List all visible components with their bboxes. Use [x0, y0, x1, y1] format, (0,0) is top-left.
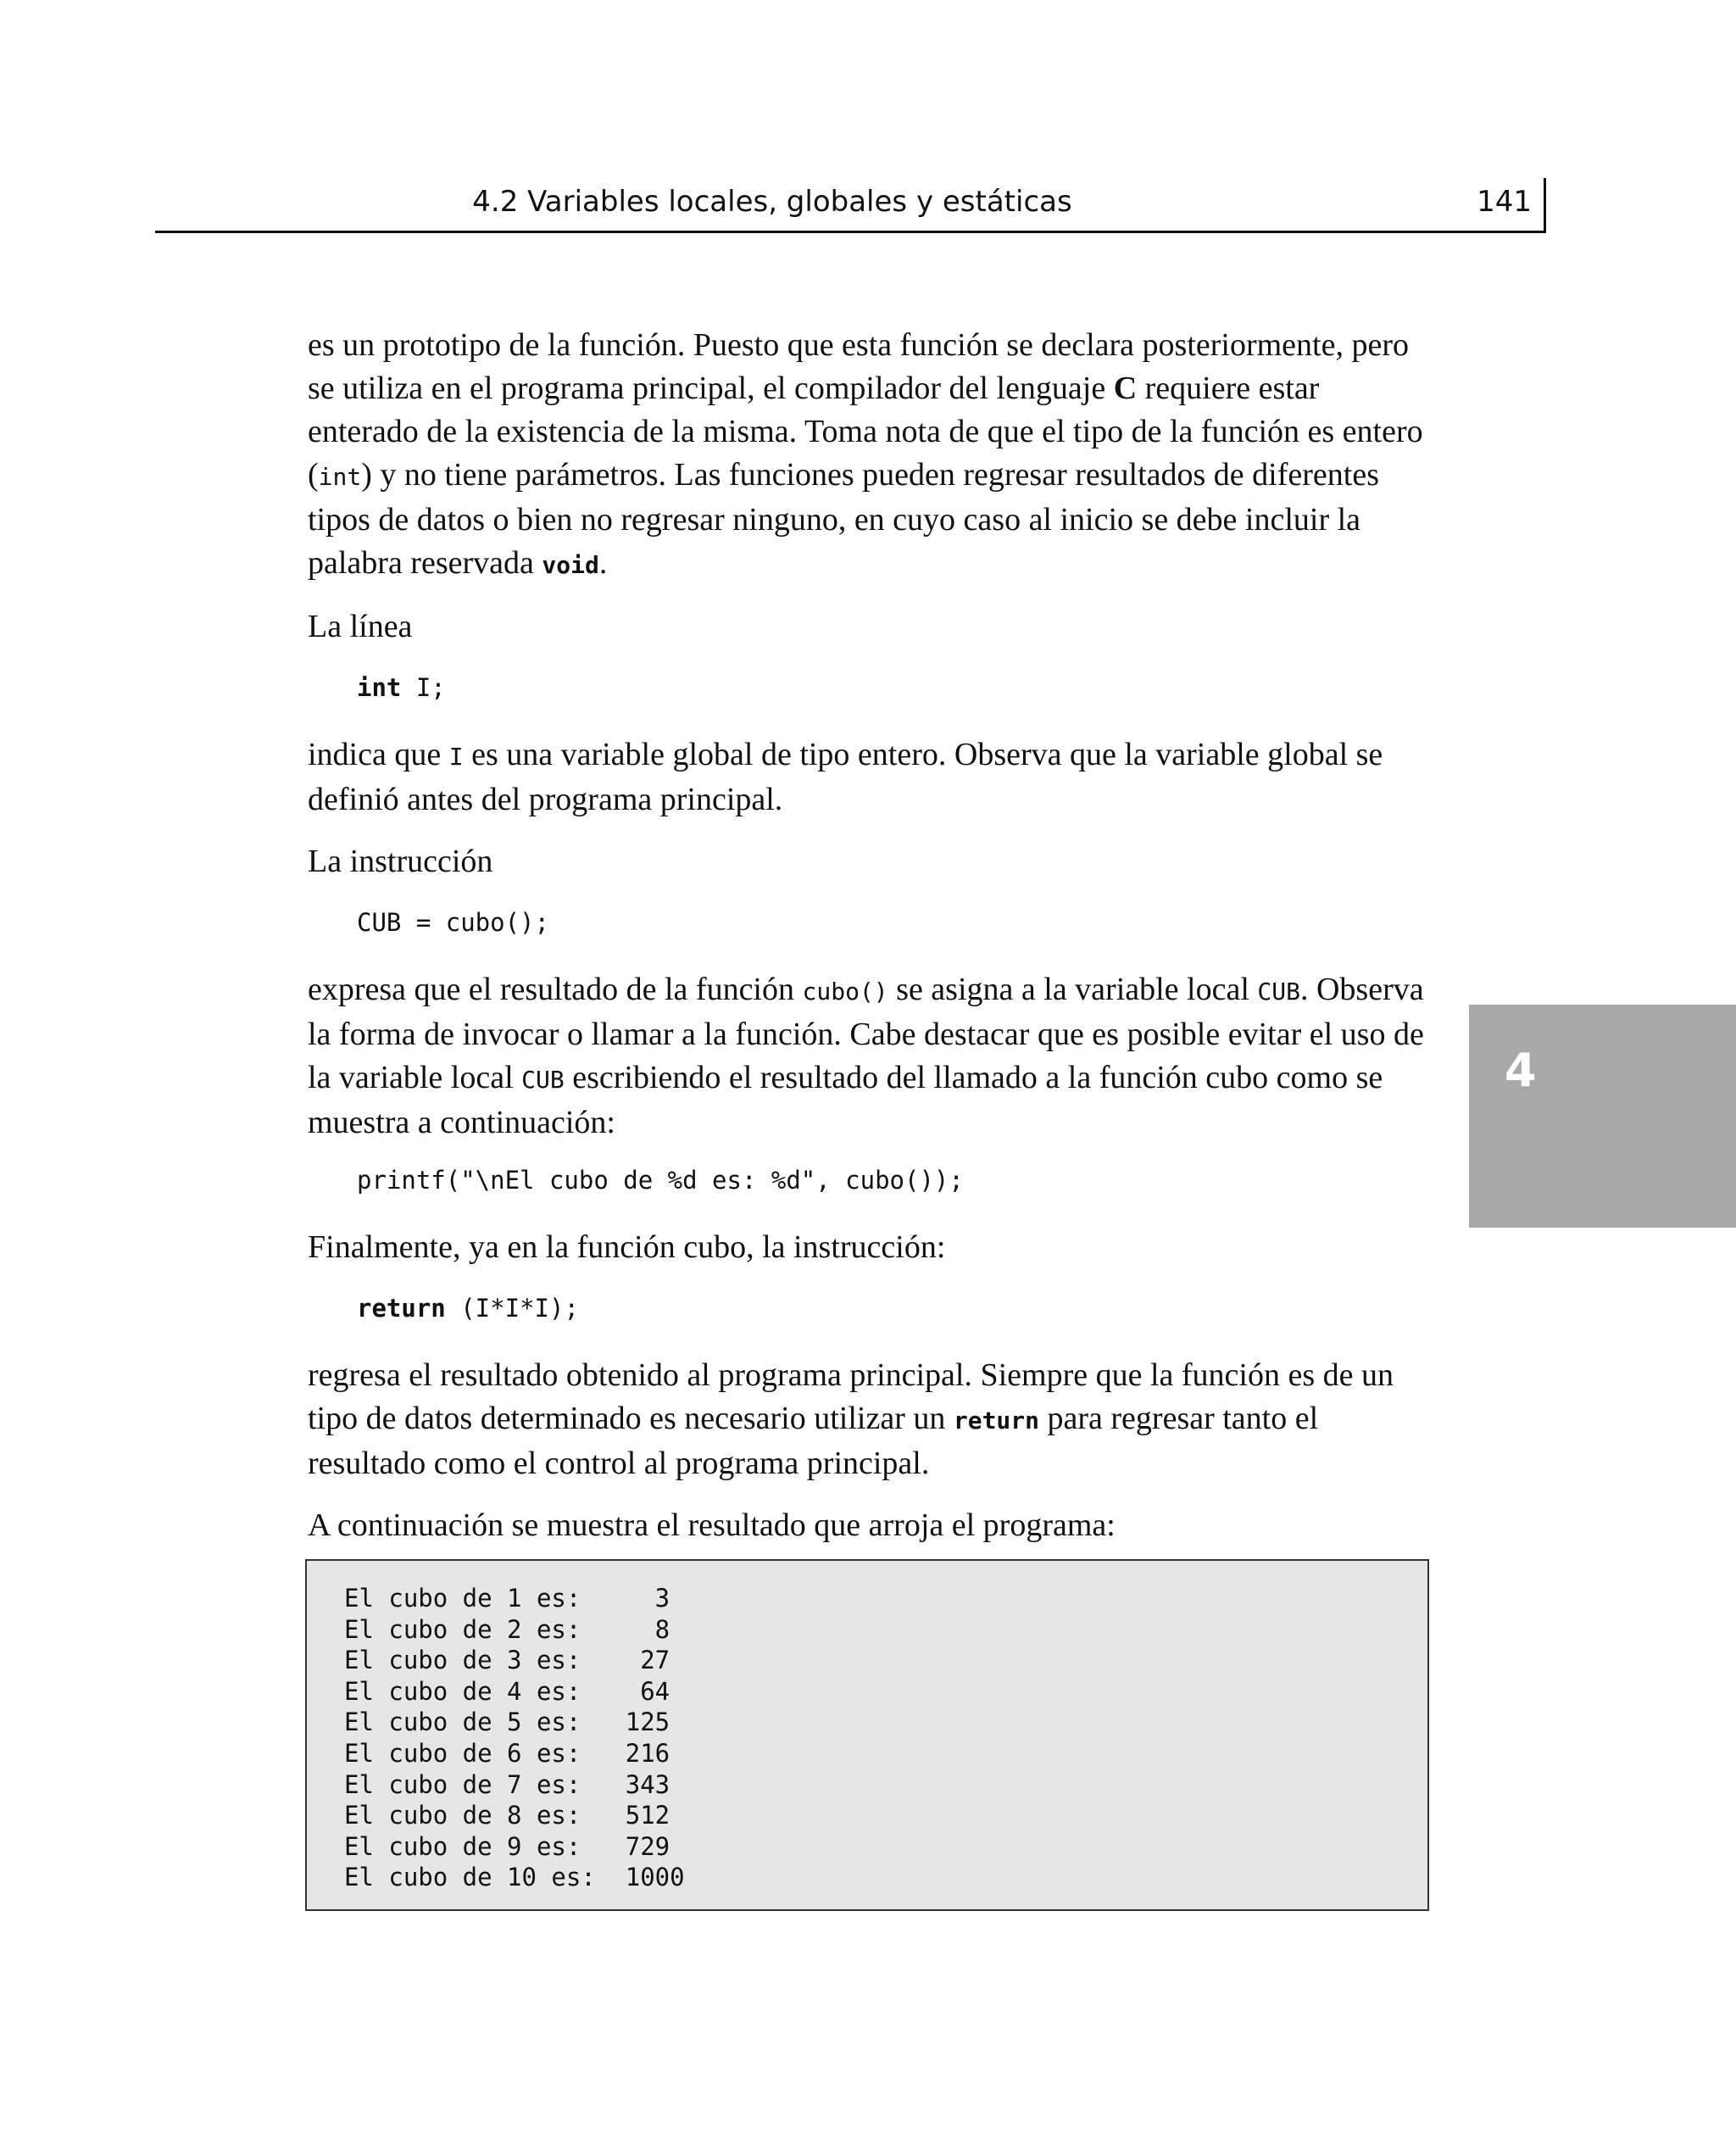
text: ) y no tiene parámetros. Las funciones pueden regresar resultados de diferentes tipos de datos o bien no regresar ninguno, en cuyo caso al inicio se debe incluir la palabra reservada: [308, 457, 1379, 581]
text: indica que: [308, 737, 449, 772]
code-line-int: [357, 671, 1431, 705]
paragraph-resultado: A continuación se muestra el resultado que arroja el programa:: [308, 1507, 1116, 1543]
code-line-cub: CUB = cubo();: [357, 908, 549, 937]
section-title: 4.2 Variables locales, globales y estáticas: [472, 185, 1072, 219]
text: .: [598, 545, 608, 581]
paragraph-finalmente: Finalmente, ya en la función cubo, la instrucción:: [308, 1229, 946, 1265]
code-line-printf: printf("\nEl cubo de %d es: %d", cubo());: [357, 1166, 964, 1195]
paragraph-expresa: [308, 968, 1431, 1145]
inline-code-bold: [954, 1407, 1039, 1435]
language-name: C: [1113, 370, 1138, 406]
text: regresa el resultado obtenido al programa principal. Siempre que la función es de un tipo de datos determinado es necesario utilizar un: [308, 1357, 1394, 1436]
code-text: I;: [401, 673, 446, 702]
output-line: El cubo de 5 es: 125: [344, 1708, 670, 1737]
paragraph-prototype: [308, 324, 1431, 587]
inline-code: I: [448, 743, 464, 771]
output-line: El cubo de 1 es: 3: [344, 1584, 670, 1613]
inline-code-bold: [542, 551, 598, 579]
keyword: void: [542, 551, 599, 579]
paragraph-la-linea: La línea: [308, 609, 413, 644]
output-line: El cubo de 4 es: 64: [344, 1676, 670, 1706]
paragraph-regresa: [308, 1354, 1431, 1485]
text: para regresar tanto el resultado como el control al programa principal.: [308, 1401, 1319, 1481]
keyword: return: [953, 1407, 1040, 1435]
text: es una variable global de tipo entero. Observa que la variable global se definió antes del programa principal.: [308, 737, 1383, 817]
output-line: El cubo de 9 es: 729: [344, 1831, 670, 1861]
output-line: El cubo de 2 es: 8: [344, 1614, 670, 1644]
code-text: (I*I*I);: [445, 1294, 579, 1323]
output-line: El cubo de 10 es: 1000: [344, 1863, 685, 1892]
inline-code: CUB: [1257, 978, 1300, 1006]
page-number: 141: [1477, 185, 1532, 219]
text: es un prototipo de la función. Puesto que esta función se declara posteriormente, pero se utiliza en el programa principal, el compilador del lenguaje: [308, 327, 1409, 406]
text: escribiendo el resultado del llamado a la función cubo como se muestra a continuación:: [308, 1060, 1383, 1140]
paragraph-global-var: [308, 733, 1431, 822]
output-line: El cubo de 3 es: 27: [344, 1646, 670, 1675]
text: expresa que el resultado de la función: [308, 972, 803, 1007]
running-header: [155, 178, 1546, 233]
program-output-box: [305, 1559, 1429, 1911]
keyword: return: [357, 1294, 446, 1323]
output-line: El cubo de 6 es: 216: [344, 1738, 670, 1768]
text: se asigna a la variable local: [887, 972, 1258, 1007]
main-content: [308, 324, 1431, 1566]
chapter-number: 4: [1505, 1044, 1537, 1097]
code-line-return: [357, 1291, 1431, 1325]
keyword: int: [357, 673, 402, 702]
chapter-tab: [1469, 1005, 1736, 1228]
output-line: El cubo de 8 es: 512: [344, 1801, 670, 1830]
inline-code: int: [318, 463, 362, 491]
text: . Observa la forma de invocar o llamar a la función. Cabe destacar que es posible evitar el uso de la variable local: [308, 972, 1424, 1095]
inline-code: CUB: [521, 1066, 565, 1094]
output-line: El cubo de 7 es: 343: [344, 1769, 670, 1799]
paragraph-la-instruccion: La instrucción: [308, 844, 493, 879]
inline-code: cubo(): [802, 978, 888, 1006]
text: requiere estar enterado de la existencia de la misma. Toma nota de que el tipo de la función es entero (: [308, 370, 1423, 493]
